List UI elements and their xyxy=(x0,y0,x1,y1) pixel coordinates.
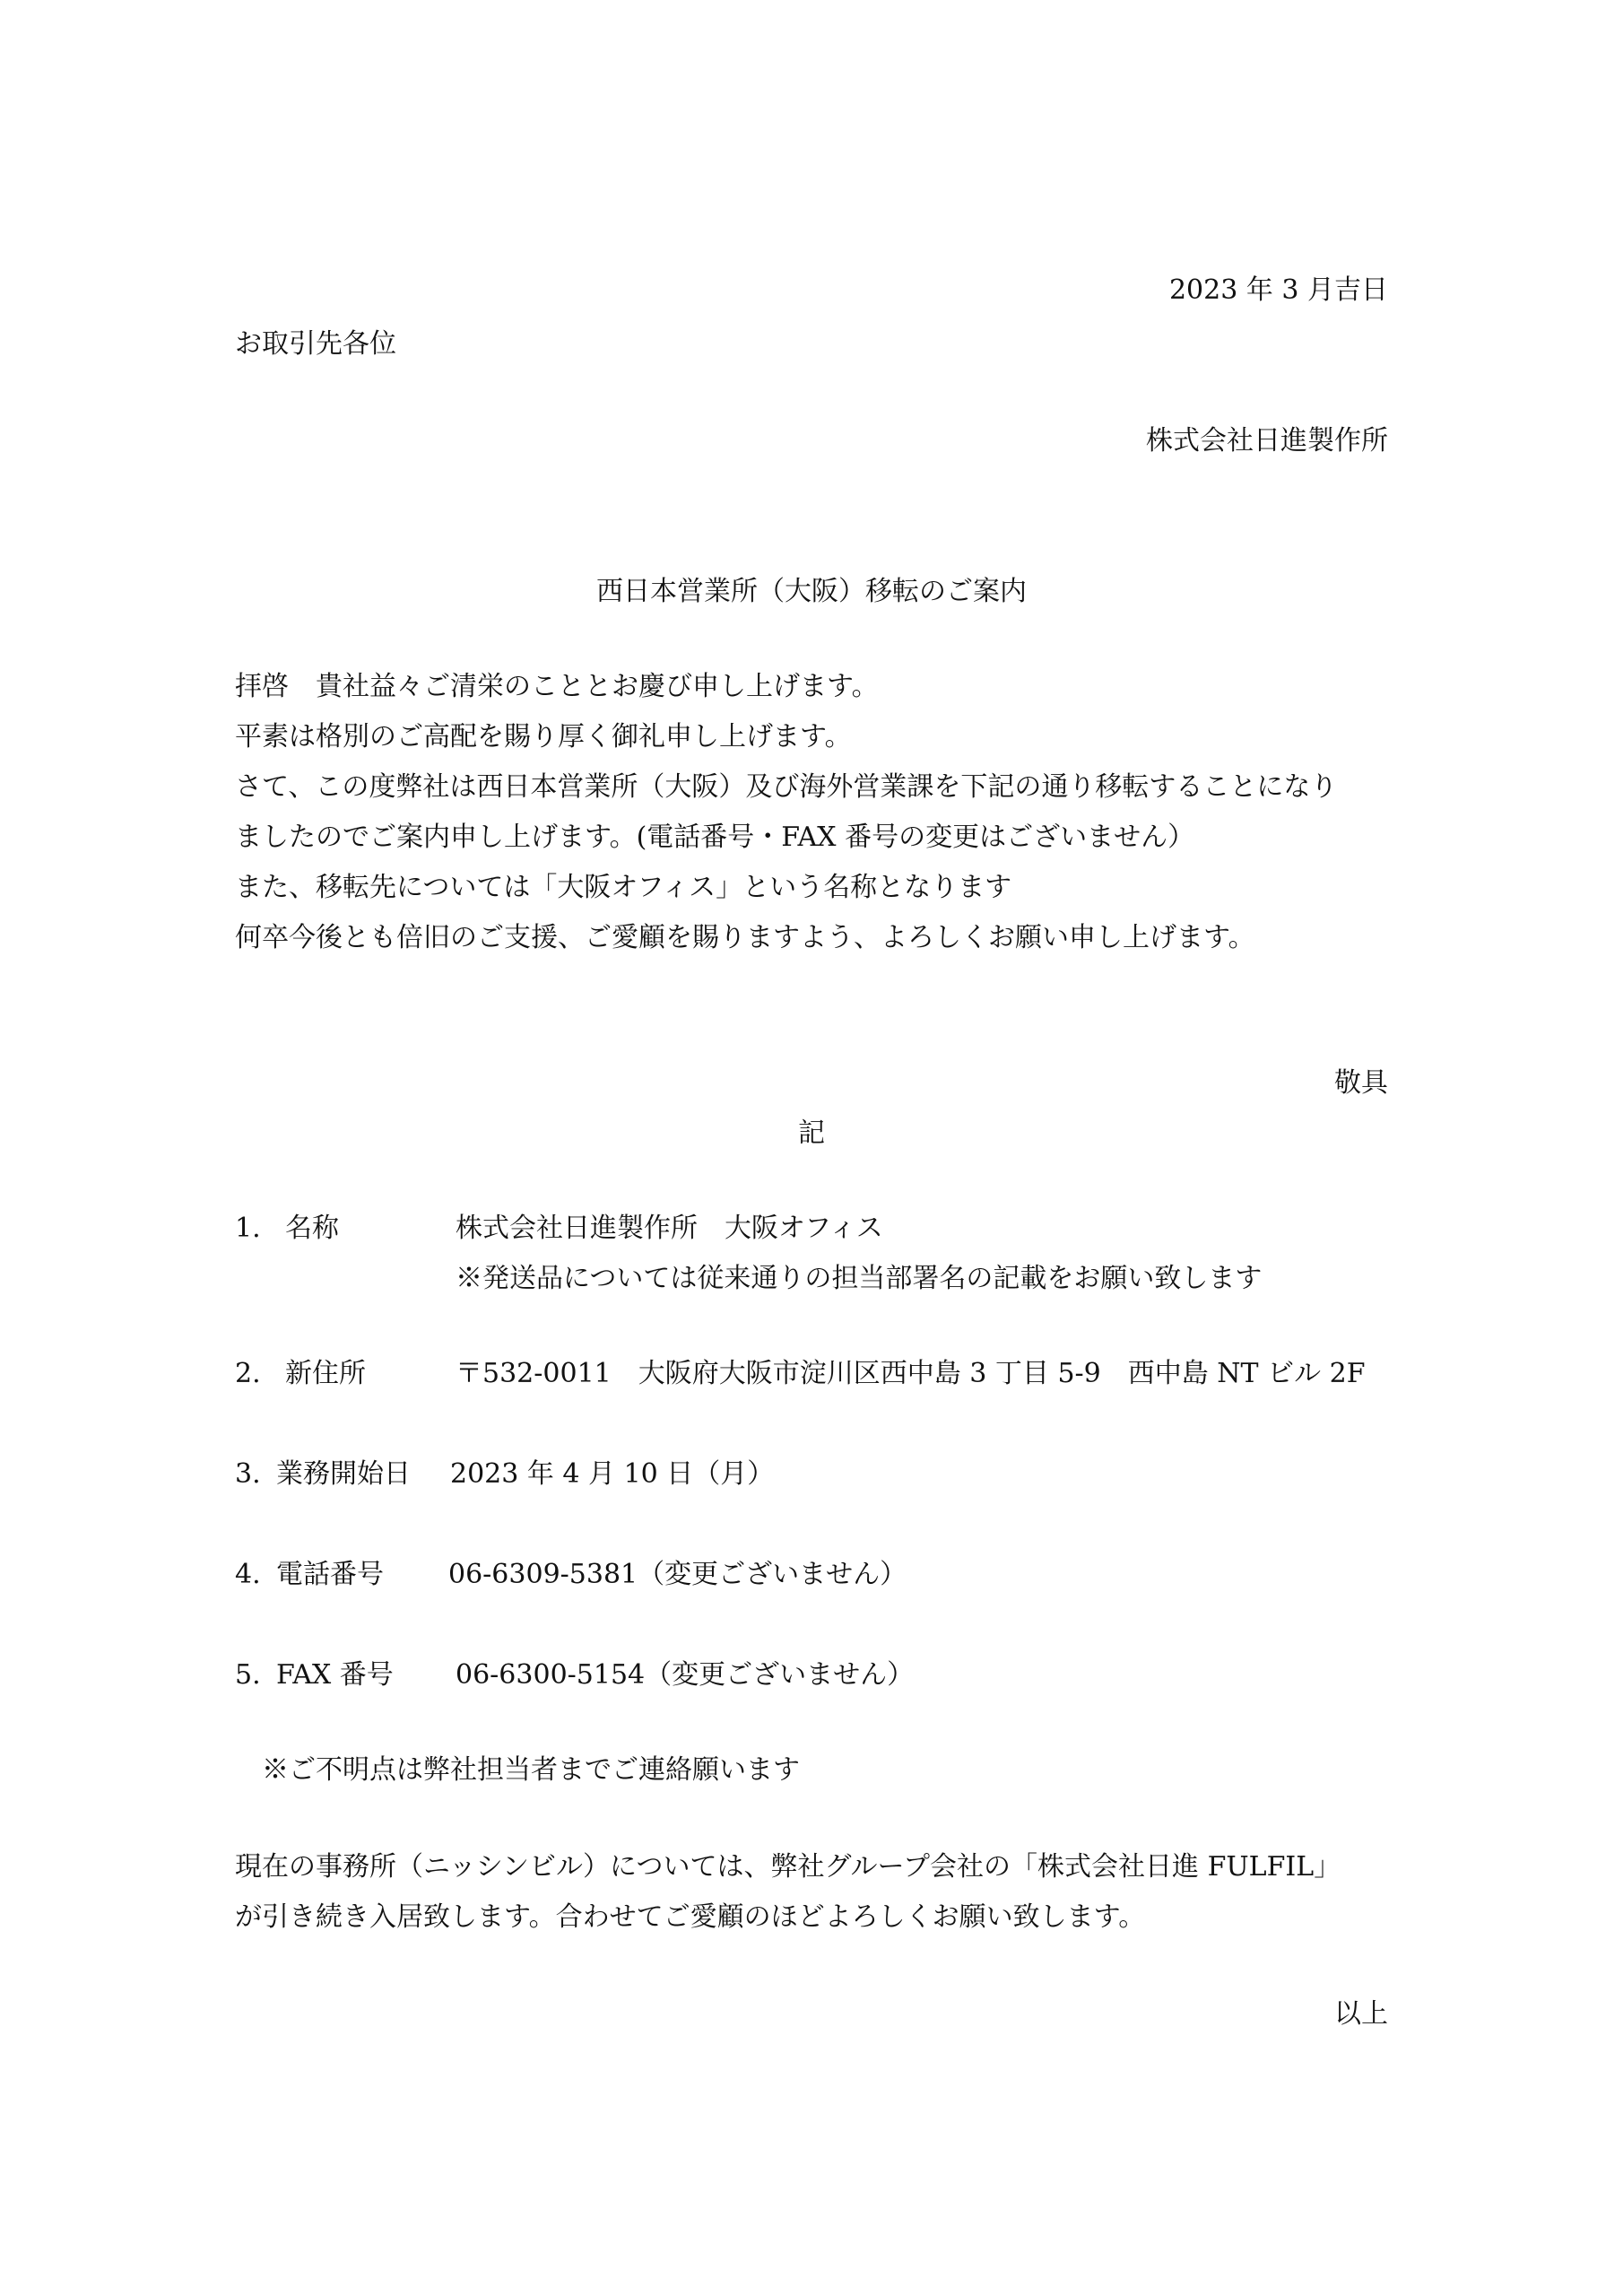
letter-date: 2023 年 3 月吉日 xyxy=(1168,274,1388,306)
item-value: 2023 年 4 月 10 日（月） xyxy=(450,1458,775,1490)
item-number: 5. xyxy=(235,1659,261,1691)
footer-line: が引き続き入居致します。合わせてご愛顧のほどよろしくお願い致します。 xyxy=(235,1901,1146,1933)
ki-heading: 記 xyxy=(798,1118,825,1149)
item-label: FAX 番号 xyxy=(276,1659,394,1691)
item-number: 3. xyxy=(235,1458,261,1490)
closing-keigu: 敬具 xyxy=(1334,1067,1388,1099)
item-label: 電話番号 xyxy=(276,1559,384,1590)
item-label: 新住所 xyxy=(285,1358,366,1389)
body-line: 拝啓 貴社益々ご清栄のこととお慶び申し上げます。 xyxy=(235,671,879,702)
item-number: 4. xyxy=(235,1559,261,1590)
body-line: また、移転先については「大阪オフィス」という名称となります xyxy=(235,872,1012,903)
body-line: 平素は格別のご高配を賜り厚く御礼申し上げます。 xyxy=(235,721,852,752)
body-line: 何卒今後とも倍旧のご支援、ご愛顧を賜りますよう、よろしくお願い申し上げます。 xyxy=(235,922,1255,953)
footer-line: 現在の事務所（ニッシンビル）については、弊社グループ会社の「株式会社日進 FULFIL」 xyxy=(235,1851,1341,1883)
item-value: 06-6309-5381（変更ございません） xyxy=(448,1559,907,1590)
item-number: 1. xyxy=(235,1213,261,1244)
item-value: 株式会社日進製作所 大阪オフィス xyxy=(456,1213,883,1244)
item-label: 名称 xyxy=(285,1213,339,1244)
letter-title: 西日本営業所（大阪）移転のご案内 xyxy=(596,576,1027,607)
body-line: さて、この度弊社は西日本営業所（大阪）及び海外営業課を下記の通り移転することになり xyxy=(235,771,1338,803)
closing-ijou: 以上 xyxy=(1334,1998,1388,2030)
contact-note: ※ご不明点は弊社担当者までご連絡願います xyxy=(262,1754,800,1786)
item-number: 2. xyxy=(235,1358,261,1389)
item-label: 業務開始日 xyxy=(276,1458,411,1490)
item-value: 06-6300-5154（変更ございません） xyxy=(456,1659,915,1691)
recipient: お取引先各位 xyxy=(235,328,396,360)
item-note: ※発送品については従来通りの担当部署名の記載をお願い致します xyxy=(456,1263,1263,1294)
sender-company: 株式会社日進製作所 xyxy=(1146,425,1388,457)
body-line: ましたのでご案内申し上げます。(電話番号・FAX 番号の変更はございません） xyxy=(235,822,1195,853)
item-value: 〒532-0011 大阪府大阪市淀川区西中島 3 丁目 5-9 西中島 NT ビル 2F xyxy=(456,1358,1366,1389)
